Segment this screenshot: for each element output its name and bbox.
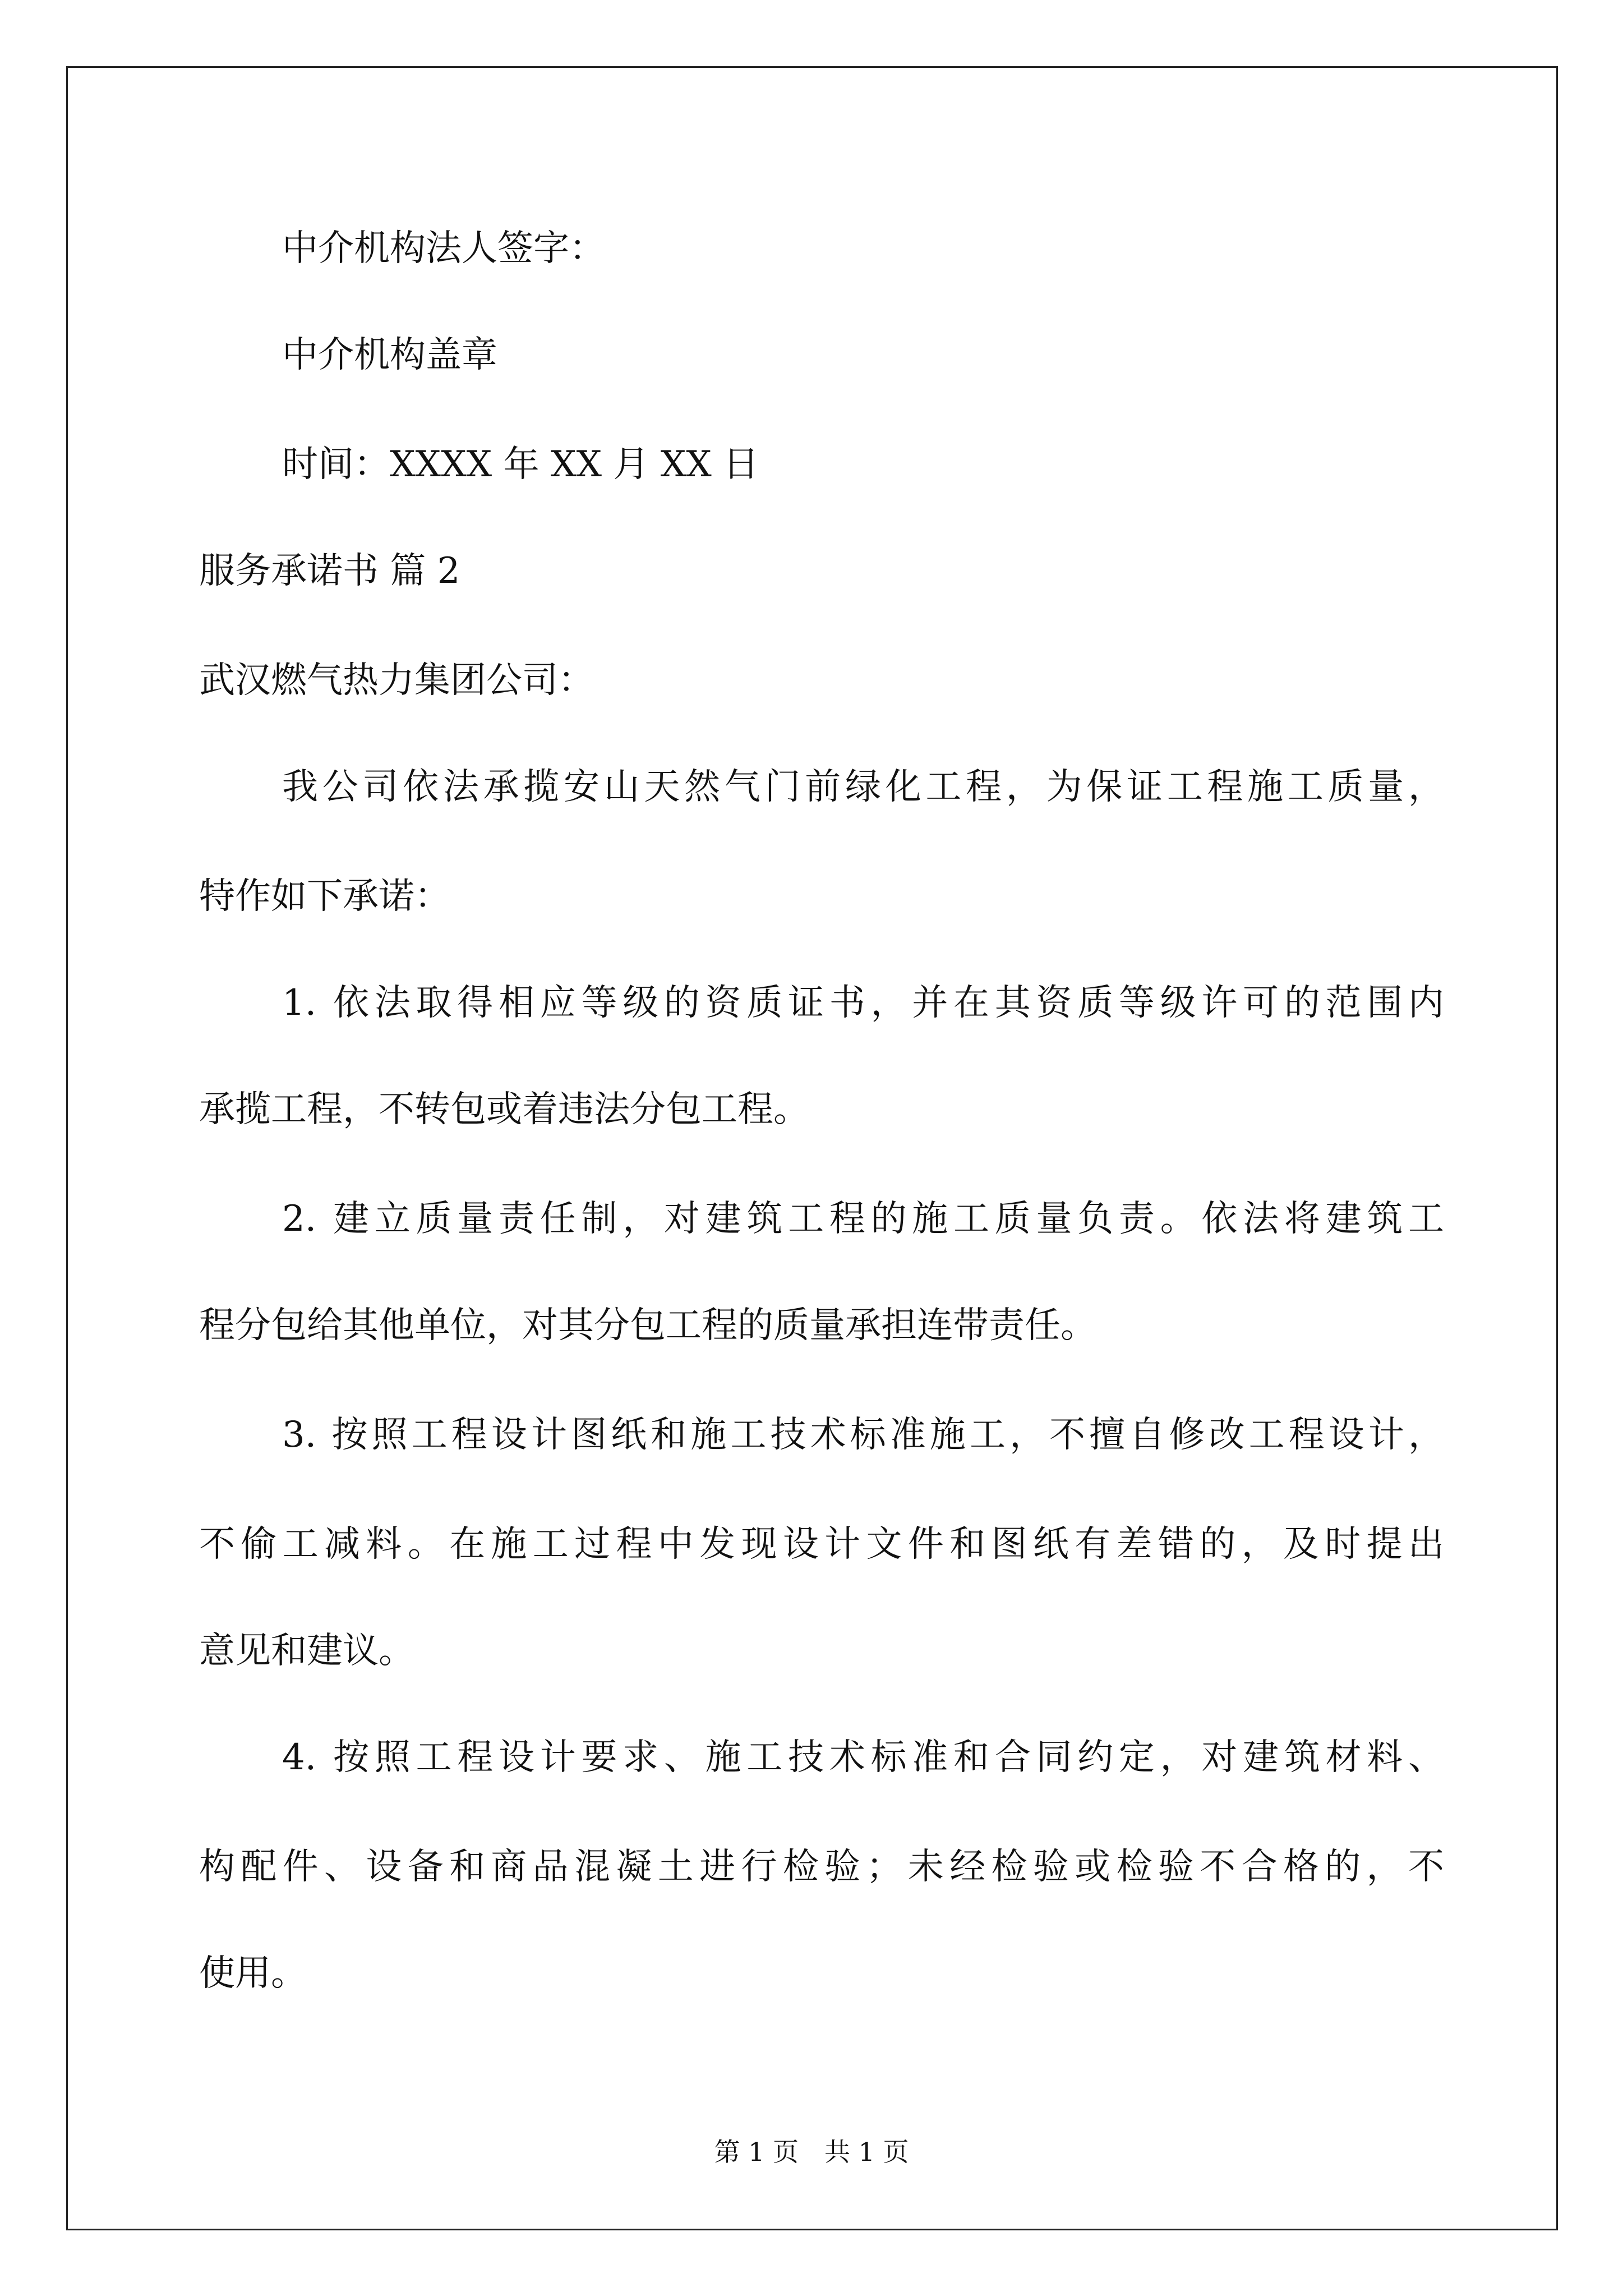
page-border (66, 66, 1558, 2230)
intro-line-1: 我公司依法承揽安山天然气门前绿化工程，为保证工程施工质量， (282, 766, 1444, 808)
item-2-line-1: 2. 建立质量责任制，对建筑工程的施工质量负责。依法将建筑工 (282, 1198, 1444, 1240)
item-1-line-2: 承揽工程，不转包或着违法分包工程。 (199, 1089, 809, 1130)
intro-line-2: 特作如下承诺： (199, 876, 450, 917)
item-4-line-1: 4. 按照工程设计要求、施工技术标准和合同约定，对建筑材料、 (282, 1737, 1444, 1778)
item-3-line-1: 3. 按照工程设计图纸和施工技术标准施工，不擅自修改工程设计， (282, 1414, 1444, 1456)
seal-line: 中介机构盖章 (282, 334, 497, 376)
section-title: 服务承诺书 篇 2 (199, 550, 460, 592)
item-4-line-3: 使用。 (199, 1953, 307, 1994)
item-3-line-3: 意见和建议。 (199, 1630, 414, 1672)
item-3-line-2: 不偷工减料。在施工过程中发现设计文件和图纸有差错的，及时提出 (199, 1524, 1444, 1565)
date-line: 时间：XXXX 年 XX 月 XX 日 (282, 444, 759, 485)
item-2-line-2: 程分包给其他单位，对其分包工程的质量承担连带责任。 (199, 1305, 1096, 1346)
addressee: 武汉燃气热力集团公司： (199, 660, 594, 701)
item-1-line-1: 1. 依法取得相应等级的资质证书，并在其资质等级许可的范围内 (282, 982, 1444, 1024)
item-4-line-2: 构配件、设备和商品混凝土进行检验；未经检验或检验不合格的，不 (199, 1846, 1444, 1888)
legal-rep-signature-line: 中介机构法人签字： (282, 228, 605, 269)
page-number-footer: 第 1 页 共 1 页 (714, 2137, 909, 2167)
